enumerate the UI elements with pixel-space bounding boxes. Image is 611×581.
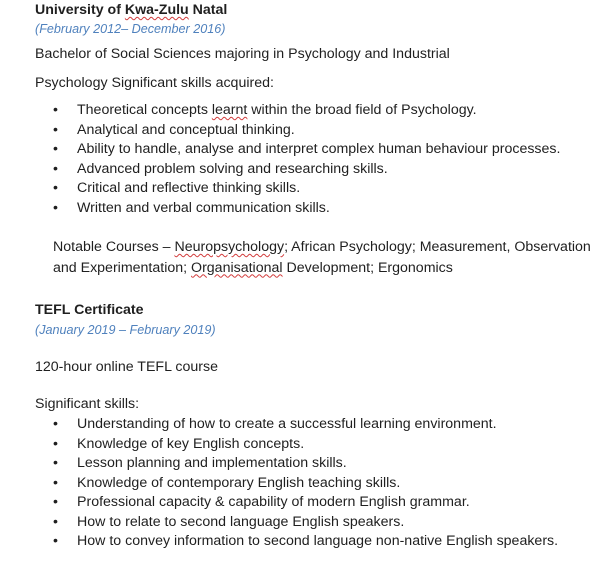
list-item: • Lesson planning and implementation skills. — [35, 454, 558, 474]
list-item: • Written and verbal communication skills. — [35, 199, 560, 219]
spellcheck-flagged-word[interactable]: Organisational — [191, 259, 283, 276]
courses-text: Development; Ergonomics — [282, 259, 453, 276]
education-notable-courses — [53, 237, 611, 278]
list-item: • Advanced problem solving and researching skills. — [35, 160, 560, 180]
courses-text: Notable Courses – — [53, 239, 175, 255]
spellcheck-flagged-word[interactable]: Neuropsychology — [174, 239, 285, 255]
tefl-skills-heading: Significant skills: — [35, 396, 140, 412]
education-degree: Bachelor of Social Sciences majoring in Psychology and Industrial — [35, 46, 450, 62]
tefl-skills-list — [35, 415, 558, 552]
list-item: • Knowledge of key English concepts. — [35, 435, 558, 455]
tefl-course: 120-hour online TEFL course — [35, 359, 218, 375]
title-text-suffix: Natal — [188, 2, 228, 18]
list-item — [35, 101, 560, 121]
education-skills-heading: Psychology Significant skills acquired: — [35, 75, 274, 91]
list-item: • How to relate to second language English speakers. — [35, 513, 558, 533]
tefl-dates: (January 2019 – February 2019) — [35, 323, 216, 337]
education-dates: (February 2012– December 2016) — [35, 22, 226, 36]
skill-text: within the broad field of Psychology. — [247, 102, 477, 118]
list-item: • Ability to handle, analyse and interpret complex human behaviour processes. — [35, 140, 560, 160]
education-skills-list — [35, 101, 560, 218]
list-item: • Understanding of how to create a successful learning environment. — [35, 415, 558, 435]
list-item: • Professional capacity & capability of modern English grammar. — [35, 493, 558, 513]
courses-text: ; African Psychology; Measurement, Observation and Experimentation; — [53, 239, 591, 276]
list-item: • Analytical and conceptual thinking. — [35, 121, 560, 141]
spellcheck-flagged-word[interactable]: Kwa-Zulu — [124, 2, 189, 18]
education-institution-title — [35, 2, 227, 18]
title-text-prefix: University of — [35, 2, 125, 18]
list-item: • Knowledge of contemporary English teaching skills. — [35, 474, 558, 494]
spellcheck-flagged-word[interactable]: learnt — [211, 102, 248, 118]
list-item: • Critical and reflective thinking skills. — [35, 179, 560, 199]
list-item: • How to convey information to second language non-native English speakers. — [35, 532, 558, 552]
skill-text: Theoretical concepts — [77, 102, 212, 118]
tefl-title: TEFL Certificate — [35, 302, 144, 318]
